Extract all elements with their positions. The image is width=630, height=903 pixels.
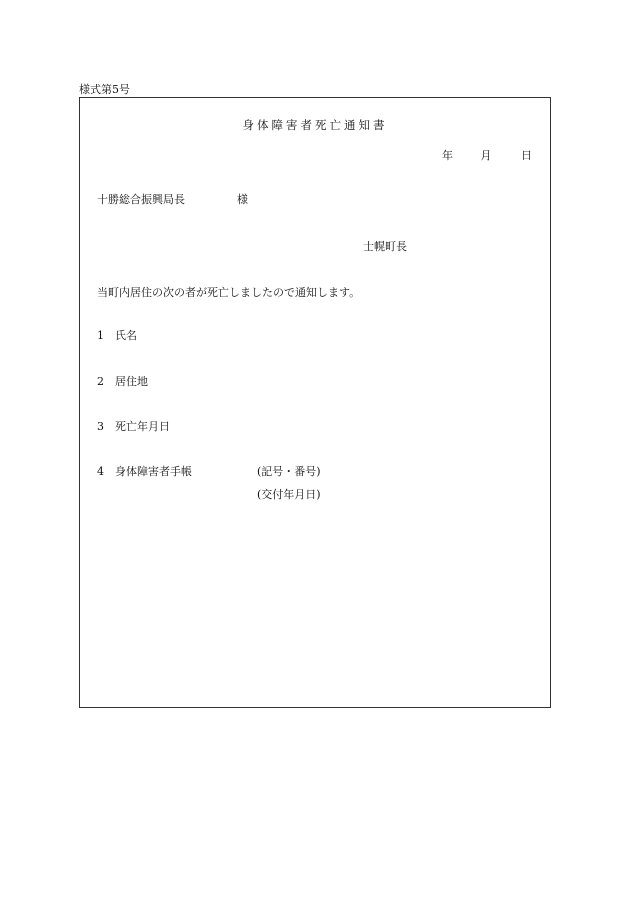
recipient-name: 十勝総合振興局長 — [97, 193, 185, 206]
item-handbook — [97, 463, 192, 479]
item-number: 3 — [97, 420, 104, 433]
document-title: 身体障害者死亡通知書 — [242, 118, 388, 132]
item-number: 1 — [97, 329, 104, 342]
date-line — [442, 147, 532, 163]
date-year-label: 年 — [442, 149, 453, 162]
item-number: 4 — [97, 465, 104, 478]
item-label: 死亡年月日 — [115, 420, 170, 433]
item-death-date — [97, 418, 170, 434]
recipient-honorific: 様 — [237, 193, 248, 206]
item-residence — [97, 373, 148, 389]
handbook-number-field: (記号・番号) — [257, 465, 321, 478]
date-month-label: 月 — [480, 149, 492, 162]
form-number: 様式第5号 — [79, 83, 130, 96]
sender-name: 士幌町長 — [363, 240, 407, 253]
handbook-issue-date-field: (交付年月日) — [257, 488, 321, 501]
item-name — [97, 327, 137, 343]
form-frame — [79, 97, 551, 708]
notice-text: 当町内居住の次の者が死亡しましたので通知します。 — [97, 286, 361, 299]
item-number: 2 — [97, 375, 104, 388]
item-label: 身体障害者手帳 — [115, 465, 192, 478]
item-label: 氏名 — [115, 329, 137, 342]
date-day-label: 日 — [521, 149, 532, 162]
item-label: 居住地 — [115, 375, 148, 388]
